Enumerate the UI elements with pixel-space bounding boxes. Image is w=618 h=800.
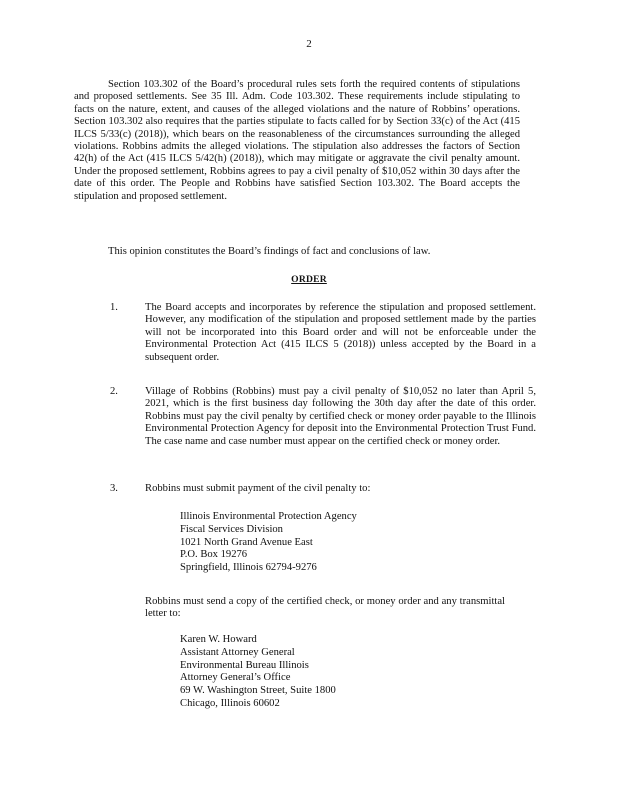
ago-address-block bbox=[180, 634, 336, 711]
order-heading bbox=[0, 274, 618, 285]
address-line: Springfield, Illinois 62794-9276 bbox=[180, 562, 317, 574]
address-line: Attorney General’s Office bbox=[180, 672, 291, 684]
address-line: Fiscal Services Division bbox=[180, 523, 283, 535]
opinion-paragraph: This opinion constitutes the Board’s findings of fact and conclusions of law. bbox=[108, 246, 431, 257]
order-item-number: 2. bbox=[110, 386, 118, 397]
followup-paragraph: Robbins must send a copy of the certified check, or money order and any transmittal letter to: bbox=[145, 596, 505, 620]
address-line: Karen W. Howard bbox=[180, 634, 257, 645]
address-line: Environmental Bureau Illinois bbox=[180, 659, 309, 671]
page-number: 2 bbox=[306, 38, 312, 50]
order-item-number: 1. bbox=[110, 302, 118, 313]
address-line: Assistant Attorney General bbox=[180, 646, 295, 658]
address-line: 69 W. Washington Street, Suite 1800 bbox=[180, 685, 336, 697]
address-line: Illinois Environmental Protection Agency bbox=[180, 511, 357, 522]
order-item-text: The Board accepts and incorporates by reference the stipulation and proposed settlement. However, any modification of the stipulation and proposed settlement made by the parties will not be incorporated into this Board order and will not be enforceable under the Environmental Protection Act (415 ILCS 5 (2018)) unless accepted by the Board in a subsequent order. bbox=[145, 302, 536, 363]
address-line: Chicago, Illinois 60602 bbox=[180, 697, 280, 709]
address-line: 1021 North Grand Avenue East bbox=[180, 536, 313, 548]
address-line: P.O. Box 19276 bbox=[180, 549, 248, 561]
order-heading-text: ORDER bbox=[291, 274, 327, 285]
order-item-text: Village of Robbins (Robbins) must pay a civil penalty of $10,052 no later than April 5, 2021, which is the first business day following the 30th day after the date of this order. Robbins must pay the civil penalty by certified check or money order payable to the Illinois Environmental Protection Agency for deposit into the Environmental Protection Trust Fund. The case name and case number must appear on the certified check or money order. bbox=[145, 386, 536, 447]
order-item-number: 3. bbox=[110, 483, 118, 494]
intro-paragraph: Section 103.302 of the Board’s procedural rules sets forth the required contents of stipulations and proposed settlements. See 35 Ill. Adm. Code 103.302. These requirements include stipulating to facts on the nature, extent, and causes of the alleged violations and the nature of Robbins’ operations. Section 103.302 also requires that the parties stipulate to facts called for by Section 33(c) of the Act (415 ILCS 5/33(c) (2018)), which bears on the reasonableness of the circumstances surrounding the alleged violations. Robbins admits the alleged violations. The stipulation also addresses the factors of Section 42(h) of the Act (415 ILCS 5/42(h) (2018)), which may mitigate or aggravate the civil penalty amount. Under the proposed settlement, Robbins agrees to pay a civil penalty of $10,052 within 30 days after the date of this order. The People and Robbins have satisfied Section 103.302. The Board accepts the stipulation and proposed settlement. bbox=[74, 79, 520, 202]
iepa-address-block bbox=[180, 511, 357, 575]
order-item-text: Robbins must submit payment of the civil penalty to: bbox=[145, 483, 371, 494]
